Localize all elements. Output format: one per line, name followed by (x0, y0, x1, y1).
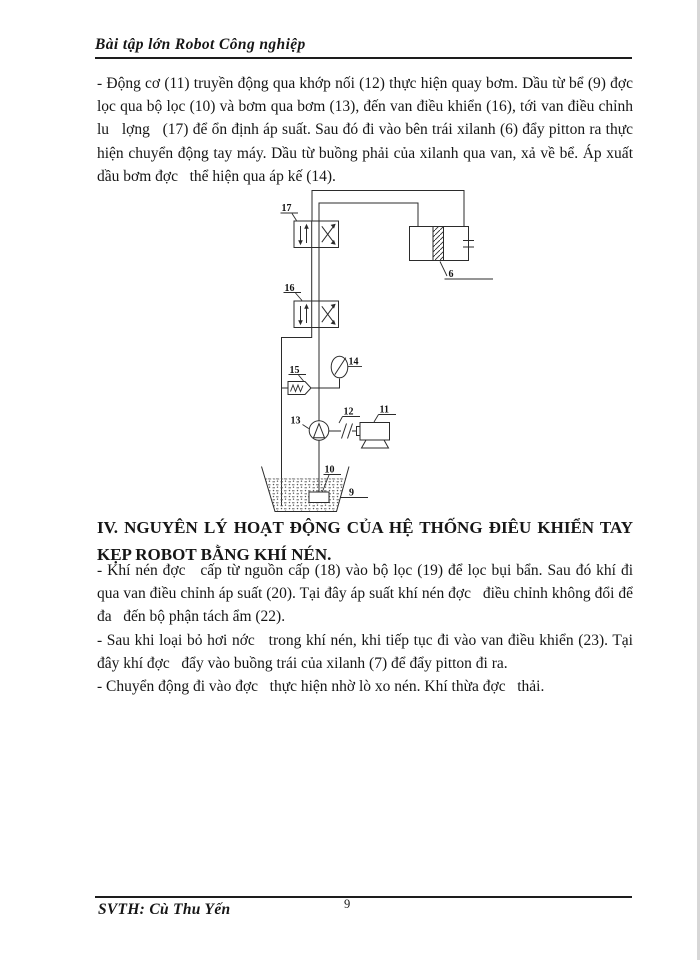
motor-symbol (357, 423, 390, 449)
paragraph-pneumatic-supply: - Khí nén đợc cấp từ nguồn cấp (18) vào bộ lọc (19) để lọc bụi bẩn. Sau đó khí đi qua van điều chỉnh áp suất (20). Tại đây áp suất khí nén đợc điều chỉnh không đổi để đa đến bộ phận tách ẩm (22). (97, 562, 637, 626)
header-title: Bài tập lớn Robot Công nghiệp (95, 36, 306, 53)
pump-symbol (309, 421, 329, 441)
label-motor-11: 11 (379, 404, 389, 416)
section-heading-line2: KẸP ROBOT BẰNG KHÍ NÉN. (97, 544, 332, 564)
suction-filter-symbol (309, 492, 329, 503)
label-relief-valve-15: 15 (289, 365, 300, 376)
oil-tank-symbol (262, 464, 350, 512)
section-heading-line1: IV. NGUYÊN LÝ HOẠT ĐỘNG CỦA HỆ THỐNG ĐIÊU KHIỂN TAY (97, 518, 633, 537)
label-valve-16: 16 (284, 283, 295, 294)
directional-valve-16-symbol (294, 301, 339, 328)
label-filter-10: 10 (324, 464, 335, 476)
label-tank-9: 9 (349, 487, 354, 499)
pressure-gauge-symbol (331, 356, 348, 378)
directional-valve-symbol (294, 221, 339, 248)
footer-rule (95, 896, 632, 898)
footer-author: SVTH: Cù Thu Yến (98, 901, 231, 918)
label-pump-13: 13 (290, 415, 301, 427)
page-number: 9 (344, 897, 351, 911)
paragraph-hydraulic-principle: - Động cơ (11) truyền động qua khớp nối (12) thực hiện quay bơm. Dầu từ bể (9) đợc lọc qua bộ lọc (10) và bơm qua bơm (13), đến van điều khiển (16), tới van điều chỉnh lu lợng (17) để ổn định áp suất. Sau đó đi vào bên trái xilanh (6) đẩy pitton ra thực hiện chuyển động tay máy. Dầu từ buồng phải của xilanh qua van, xả về bể. Áp xuất dầu bơm đợc thể hiện qua áp kế (14). (97, 75, 645, 185)
label-coupling-12: 12 (343, 406, 354, 418)
cylinder-symbol (410, 227, 475, 261)
hydraulic-circuit-diagram (248, 183, 498, 528)
page-header (95, 36, 632, 59)
label-cylinder-6: 6 (448, 269, 454, 280)
coupling-symbol (342, 424, 353, 439)
label-valve-17: 17 (281, 203, 292, 214)
paragraph-return-spring: - Chuyển động đi vào đợc thực hiện nhờ lò xo nén. Khí thừa đợc thải. (97, 678, 545, 695)
label-gauge-14: 14 (348, 356, 359, 368)
paragraph-pneumatic-valve: - Sau khi loại bỏ hơi nớc trong khí nén, khi tiếp tục đi vào van điều khiển (23). Tại đây khí đợc đẩy vào buồng trái của xilanh (7) để đẩy pitton đi ra. (97, 632, 637, 673)
relief-valve-symbol (288, 382, 311, 395)
